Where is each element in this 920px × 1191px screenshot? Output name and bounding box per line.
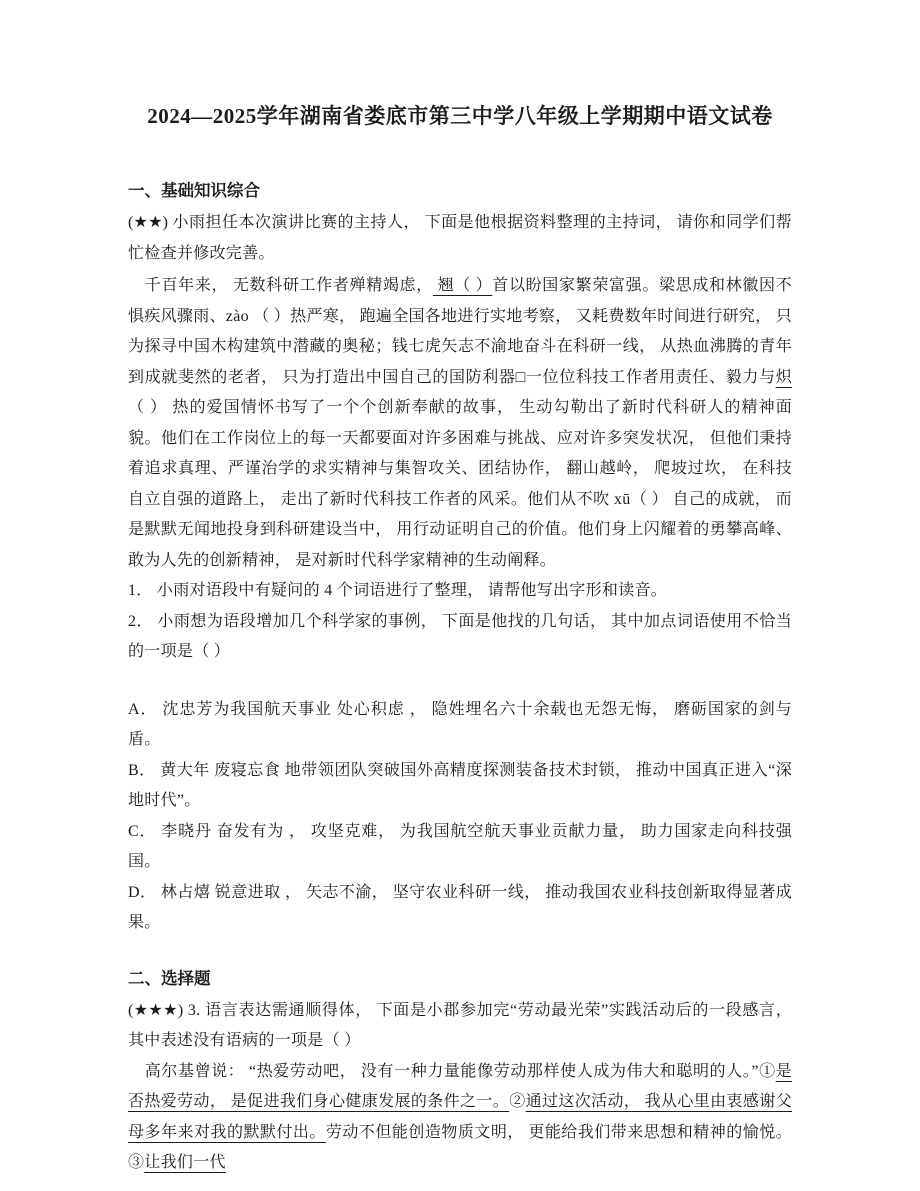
- question-3: [128, 996, 792, 1057]
- passage-text-3: （ ） 热的爱国情怀书写了一个个创新奉献的故事， 生动勾勒出了新时代科研人的精神面貌。他们在工作岗位上的每一天都要面对许多困难与挑战、应对许多突发状况， 但他们秉持着追求真理、严谨治学的求实精神与集智攻关、团结协作， 翻山越岭， 爬坡过坎， 在科技自立自强的道路上， 走出了新时代科技工作者的风采。他们从不吹 xū（ ） 自己的成就， 而是默默无闻地投身到科研建设当中， 用行动证明自己的价值。他们身上闪耀着的勇攀高峰、敢为人先的创新精神， 是对新时代科学家精神的生动阐释。: [128, 399, 792, 569]
- question-3-text: 3. 语言表达需通顺得体， 下面是小郡参加完“劳动最光荣”实践活动后的一段感言， 其中表述没有语病的一项是（ ）: [128, 1001, 792, 1049]
- option-a: A． 沈忠芳为我国航天事业 处心积虑 ， 隐姓埋名六十余载也无怨无悔， 磨砺国家的剑与盾。: [128, 700, 792, 748]
- underlined-sentence-3: 让我们一代: [144, 1154, 226, 1171]
- question-intro: [128, 208, 792, 269]
- section-multiple-choice: [128, 964, 792, 1179]
- sub-question-1: 1． 小雨对语段中有疑问的 4 个词语进行了整理， 请帮他写出字形和读音。: [128, 582, 668, 599]
- option-b: B． 黄大年 废寝忘食 地带领团队突破国外高精度探测装备技术封锁， 推动中国真正进入“深地时代”。: [128, 761, 792, 809]
- section2-heading: 二、选择题: [128, 968, 211, 988]
- passage-text-1: 千百年来， 无数科研工作者殚精竭虑，: [144, 277, 433, 294]
- gorky-passage: [128, 1057, 792, 1179]
- question-intro-text: 小雨担任本次演讲比赛的主持人， 下面是他根据资料整理的主持词， 请你和同学们帮忙检查并修改完善。: [128, 214, 792, 262]
- underlined-sentence-2: 通过这次活动， 我从心里由衷感谢父母多年来对我的默默付出。: [128, 1093, 792, 1141]
- section1-heading: 一、基础知识综合: [128, 181, 260, 200]
- gorky-text-2: 劳动不但能创造物质文明， 更能给我们带来思想和精神的愉悦。: [325, 1123, 793, 1141]
- passage-text-2: 首以盼国家繁荣富强。梁思成和林徽因不惧疾风骤雨、zào （ ）热严寒， 跑遍全国各地进行实地考察， 又耗费数年时间进行研究， 只为探寻中国木构建筑中潜藏的奥秘；钱七虎矢志不渝地奋斗在科研一线， 从热血沸腾的青年到成就斐然的老者， 只为打造出中国自己的国防利器□一位位科技工作者用责任、毅力与: [128, 277, 793, 386]
- page-title: 2024—2025学年湖南省娄底市第三中学八年级上学期期中语文试卷: [147, 104, 773, 128]
- options-list: [128, 695, 792, 939]
- sub-question-2: 2． 小雨想为语段增加几个科学家的事例， 下面是他找的几句话， 其中加点词语使用不恰当的一项是（ ）: [128, 612, 792, 660]
- circled-number-3: ③: [128, 1154, 145, 1171]
- section-basic-knowledge: [128, 176, 792, 939]
- option-d: D． 林占熺 锐意进取 ， 矢志不渝， 坚守农业科研一线， 推动我国农业科技创新取得显著成果。: [128, 883, 792, 931]
- gorky-quote: 高尔基曾说： “热爱劳动吧， 没有一种力量能像劳动那样使人成为伟大和聪明的人。”: [144, 1062, 759, 1080]
- underlined-blank-qiao: 翘（ ）: [432, 277, 493, 294]
- circled-number-1: ①: [758, 1062, 776, 1080]
- option-c: C． 李晓丹 奋发有为 ， 攻坚克难， 为我国航空航天事业贡献力量， 助力国家走向科技强国。: [128, 822, 792, 870]
- difficulty-stars-3: (★★★): [128, 1001, 184, 1019]
- passage-paragraph: [128, 271, 792, 576]
- difficulty-stars: (★★): [128, 214, 168, 231]
- circled-number-2: ②: [509, 1093, 526, 1110]
- underlined-blank-chi: 炽: [775, 368, 792, 386]
- underlined-sentence-1: 是否热爱劳动， 是促进我们身心健康发展的条件之一。: [128, 1062, 792, 1110]
